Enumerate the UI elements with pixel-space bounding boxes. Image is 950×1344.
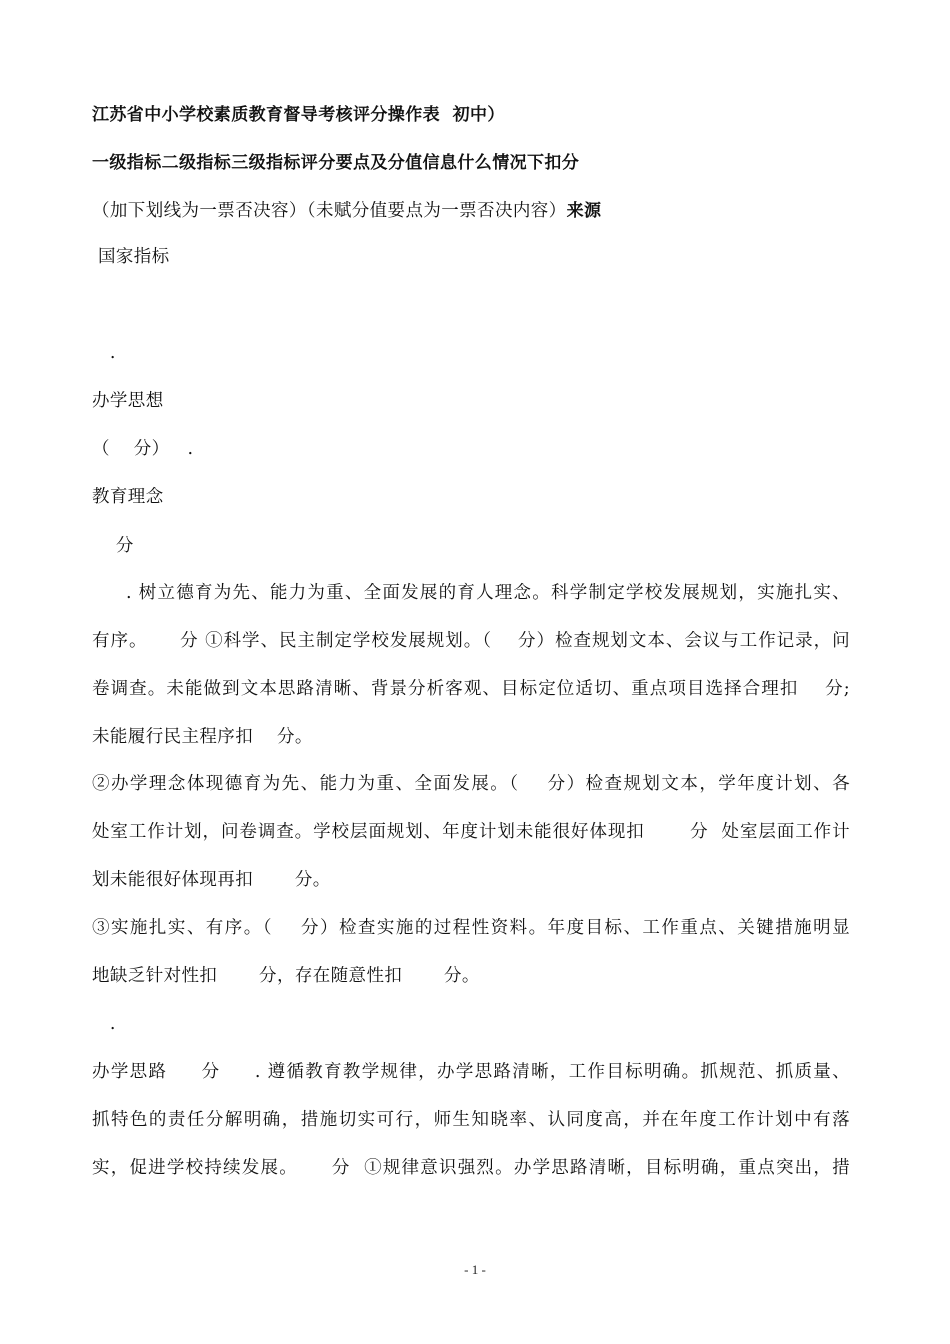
- paragraph-1-line-4: 未能履行民主程序扣 分。: [92, 727, 313, 747]
- paragraph-4-line-1: 办学思路 分 . 遵循教育教学规律，办学思路清晰，工作目标明确。抓规范、抓质量、: [92, 1062, 850, 1082]
- section-dot-2: .: [92, 1014, 116, 1034]
- paragraph-4-line-2: 抓特色的责任分解明确，措施切实可行，师生知晓率、认同度高，并在年度工作计划中有落: [92, 1110, 850, 1130]
- document-title: 江苏省中小学校素质教育督导考核评分操作表 初中）: [92, 105, 505, 125]
- paragraph-3-line-2: 地缺乏针对性扣 分，存在随意性扣 分。: [92, 966, 480, 986]
- indicator-education-concept: 教育理念: [92, 487, 164, 507]
- paragraph-3-line-1: ③实施扎实、有序。（ 分）检查实施的过程性资料。年度目标、工作重点、关键措施明显: [92, 918, 850, 938]
- paragraph-1-line-2: 有序。 分 ①科学、民主制定学校发展规划。（ 分）检查规划文本、会议与工作记录，问: [92, 631, 850, 651]
- national-indicator: 国家指标: [92, 247, 170, 267]
- paragraph-2-line-2: 处室工作计划，问卷调查。学校层面规划、年度计划未能很好体现扣 分 处室层面工作计: [92, 822, 850, 842]
- paragraph-2-line-1: ②办学理念体现德育为先、能力为重、全面发展。（ 分）检查规划文本，学年度计划、各: [92, 774, 850, 794]
- paragraph-2-line-3: 划未能很好体现再扣 分。: [92, 870, 331, 890]
- note-source-label: 来源: [566, 201, 602, 221]
- indicator-school-philosophy: 办学思想: [92, 391, 164, 411]
- indicator-score: （ 分） .: [92, 439, 194, 459]
- page-number: - 1 -: [464, 1262, 486, 1277]
- paragraph-1-line-3: 卷调查。未能做到文本思路清晰、背景分析客观、目标定位适切、重点项目选择合理扣 分;: [92, 679, 850, 699]
- table-header-row: 一级指标二级指标三级指标评分要点及分值信息什么情况下扣分: [92, 153, 580, 173]
- indicator-education-concept-score: 分: [92, 536, 134, 556]
- note-light-text: （加下划线为一票否决容）（未赋分值要点为一票否决内容）: [92, 201, 567, 221]
- note-line: [92, 200, 850, 222]
- paragraph-4-line-3: 实，促进学校持续发展。 分 ①规律意识强烈。办学思路清晰，目标明确，重点突出，措: [92, 1158, 850, 1178]
- section-dot-1: .: [92, 343, 116, 363]
- paragraph-1-line-1: . 树立德育为先、能力为重、全面发展的育人理念。科学制定学校发展规划，实施扎实、: [92, 583, 850, 603]
